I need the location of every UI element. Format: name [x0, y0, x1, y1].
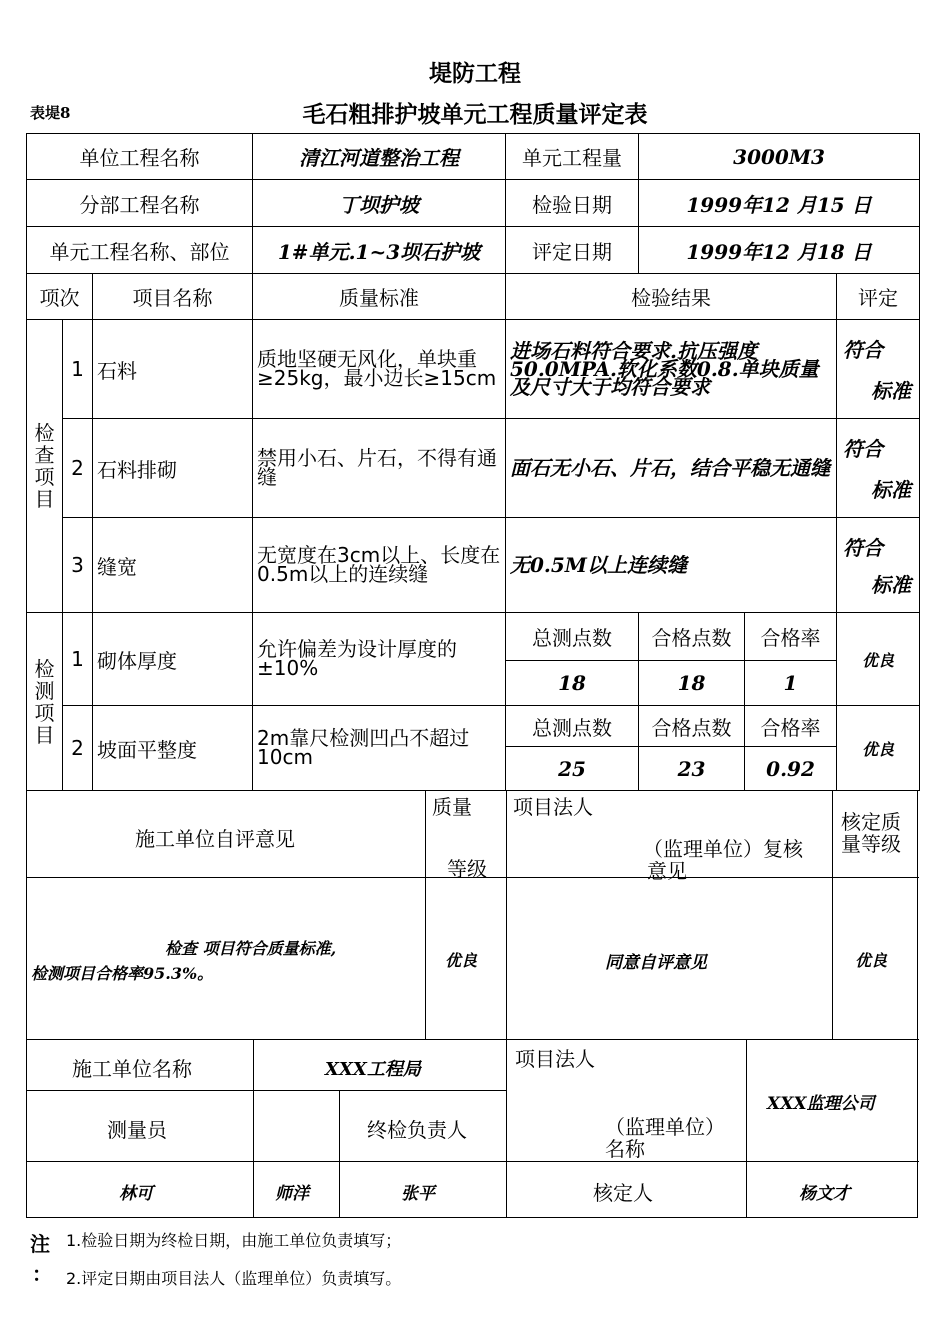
supervisor-name-value: XXX监理公司 [767, 1094, 875, 1114]
col-item: 项目名称 [93, 274, 253, 320]
measure-rate-value: 0.92 [745, 747, 837, 791]
approver-name: 杨文才 [799, 1184, 850, 1204]
measure-total-value: 25 [506, 747, 639, 791]
self-eval-text-2: 检测项目合格率95.3%。 [31, 964, 214, 983]
unit-name-value: 1#单元.1~3坝石护坡 [253, 227, 506, 274]
measure-pass-value: 23 [639, 747, 745, 791]
note-2: 2.评定日期由项目法人（监理单位）负责填写。 [66, 1269, 402, 1288]
construction-unit-label: 施工单位名称 [72, 1057, 192, 1081]
supervisor-name-label-2: 名称 [605, 1137, 645, 1161]
form-title: 毛石粗排护坡单元工程质量评定表 [302, 102, 648, 128]
check-row-no: 2 [63, 419, 93, 518]
col-standard: 质量标准 [253, 274, 506, 320]
final-check-label: 终检负责人 [367, 1118, 467, 1142]
check-row-result: 进场石料符合要求.抗压强度50.0MPA.软化系数0.8.单块质量及尺寸大于均符合要求 [506, 320, 837, 419]
construction-unit-value: XXX工程局 [325, 1059, 421, 1080]
head-pass-points: 合格点数 [639, 613, 745, 661]
note-1: 1.检验日期为终检日期，由施工单位负责填写； [66, 1231, 402, 1250]
measure-row-eval: 优良 [837, 613, 920, 706]
assistant-name: 师洋 [275, 1184, 309, 1204]
check-row-eval: 符合 标准 [837, 320, 920, 419]
check-row-eval: 符合 标准 [837, 419, 920, 518]
approve-grade-label: 核定质量等级 [841, 810, 901, 856]
check-row-standard: 质地坚硬无风化，单块重≥25kg，最小边长≥15cm [253, 320, 506, 419]
check-row-name: 石料排砌 [93, 419, 253, 518]
measure-row-name: 砌体厚度 [93, 613, 253, 706]
form-category-title: 堤防工程 [429, 61, 521, 87]
check-row-result: 无0.5M以上连续缝 [506, 518, 837, 613]
review-opinion-text: 同意自评意见 [605, 953, 707, 973]
inspection-date-value: 1999年12 月15 日 [639, 180, 920, 227]
supervisor-review-label-2: 意见 [647, 859, 687, 883]
sign-owner-label: 项目法人 [515, 1047, 595, 1071]
measure-row-no: 1 [63, 613, 93, 706]
owner-label: 项目法人 [513, 795, 593, 819]
surveyor-label: 测量员 [107, 1118, 167, 1142]
check-row-name: 缝宽 [93, 518, 253, 613]
col-result: 检验结果 [506, 274, 837, 320]
head-total-points: 总测点数 [506, 613, 639, 661]
col-no: 项次 [27, 274, 93, 320]
eval-date-value: 1999年12 月18 日 [639, 227, 920, 274]
measure-total-value: 18 [506, 661, 639, 706]
quality-label-top: 质量 [432, 795, 472, 819]
unit-quantity-label: 单元工程量 [506, 134, 639, 180]
sub-project-value: 丁坝护坡 [253, 180, 506, 227]
notes-label: 注 [30, 1232, 50, 1256]
self-eval-label: 施工单位自评意见 [135, 827, 295, 851]
measure-rate-value: 1 [745, 661, 837, 706]
measure-row-eval: 优良 [837, 706, 920, 791]
approver-label: 核定人 [593, 1181, 653, 1205]
check-group-label: 检 查 项 目 [27, 320, 63, 613]
unit-project-label: 单位工程名称 [27, 134, 253, 180]
check-row-name: 石料 [93, 320, 253, 419]
quality-label-bottom: 等级 [447, 857, 487, 881]
supervisor-name-label: （监理单位） [605, 1115, 725, 1139]
unit-project-value: 清江河道整治工程 [253, 134, 506, 180]
opinion-sign-region [26, 791, 918, 1218]
check-row-standard: 无宽度在3cm以上、长度在0.5m以上的连续缝 [253, 518, 506, 613]
measure-group-label: 检 测 项 目 [27, 613, 63, 791]
check-row-result: 面石无小石、片石，结合平稳无通缝 [506, 419, 837, 518]
surveyor-name: 林可 [119, 1184, 153, 1204]
col-eval: 评定 [837, 274, 920, 320]
check-row-standard: 禁用小石、片石，不得有通缝 [253, 419, 506, 518]
unit-name-label: 单元工程名称、部位 [27, 227, 253, 274]
self-eval-text-1: 检查 项目符合质量标准, [165, 939, 337, 958]
measure-pass-value: 18 [639, 661, 745, 706]
head-total-points: 总测点数 [506, 706, 639, 747]
head-pass-rate: 合格率 [745, 706, 837, 747]
measure-row-name: 坡面平整度 [93, 706, 253, 791]
eval-date-label: 评定日期 [506, 227, 639, 274]
notes-colon: ： [32, 1262, 52, 1286]
measure-row-standard: 允许偏差为设计厚度的±10% [253, 613, 506, 706]
table-number: 表堤8 [30, 104, 71, 122]
final-checker-name: 张平 [401, 1184, 435, 1204]
check-row-eval: 符合 标准 [837, 518, 920, 613]
measure-row-no: 2 [63, 706, 93, 791]
head-pass-rate: 合格率 [745, 613, 837, 661]
self-eval-grade: 优良 [445, 951, 478, 970]
measure-row-standard: 2m靠尺检测凹凸不超过10cm [253, 706, 506, 791]
check-row-no: 1 [63, 320, 93, 419]
unit-quantity-value: 3000M3 [639, 134, 920, 180]
sub-project-label: 分部工程名称 [27, 180, 253, 227]
inspection-date-label: 检验日期 [506, 180, 639, 227]
approve-grade-value: 优良 [855, 951, 888, 970]
check-row-no: 3 [63, 518, 93, 613]
supervisor-review-label: （监理单位）复核 [643, 837, 803, 861]
head-pass-points: 合格点数 [639, 706, 745, 747]
